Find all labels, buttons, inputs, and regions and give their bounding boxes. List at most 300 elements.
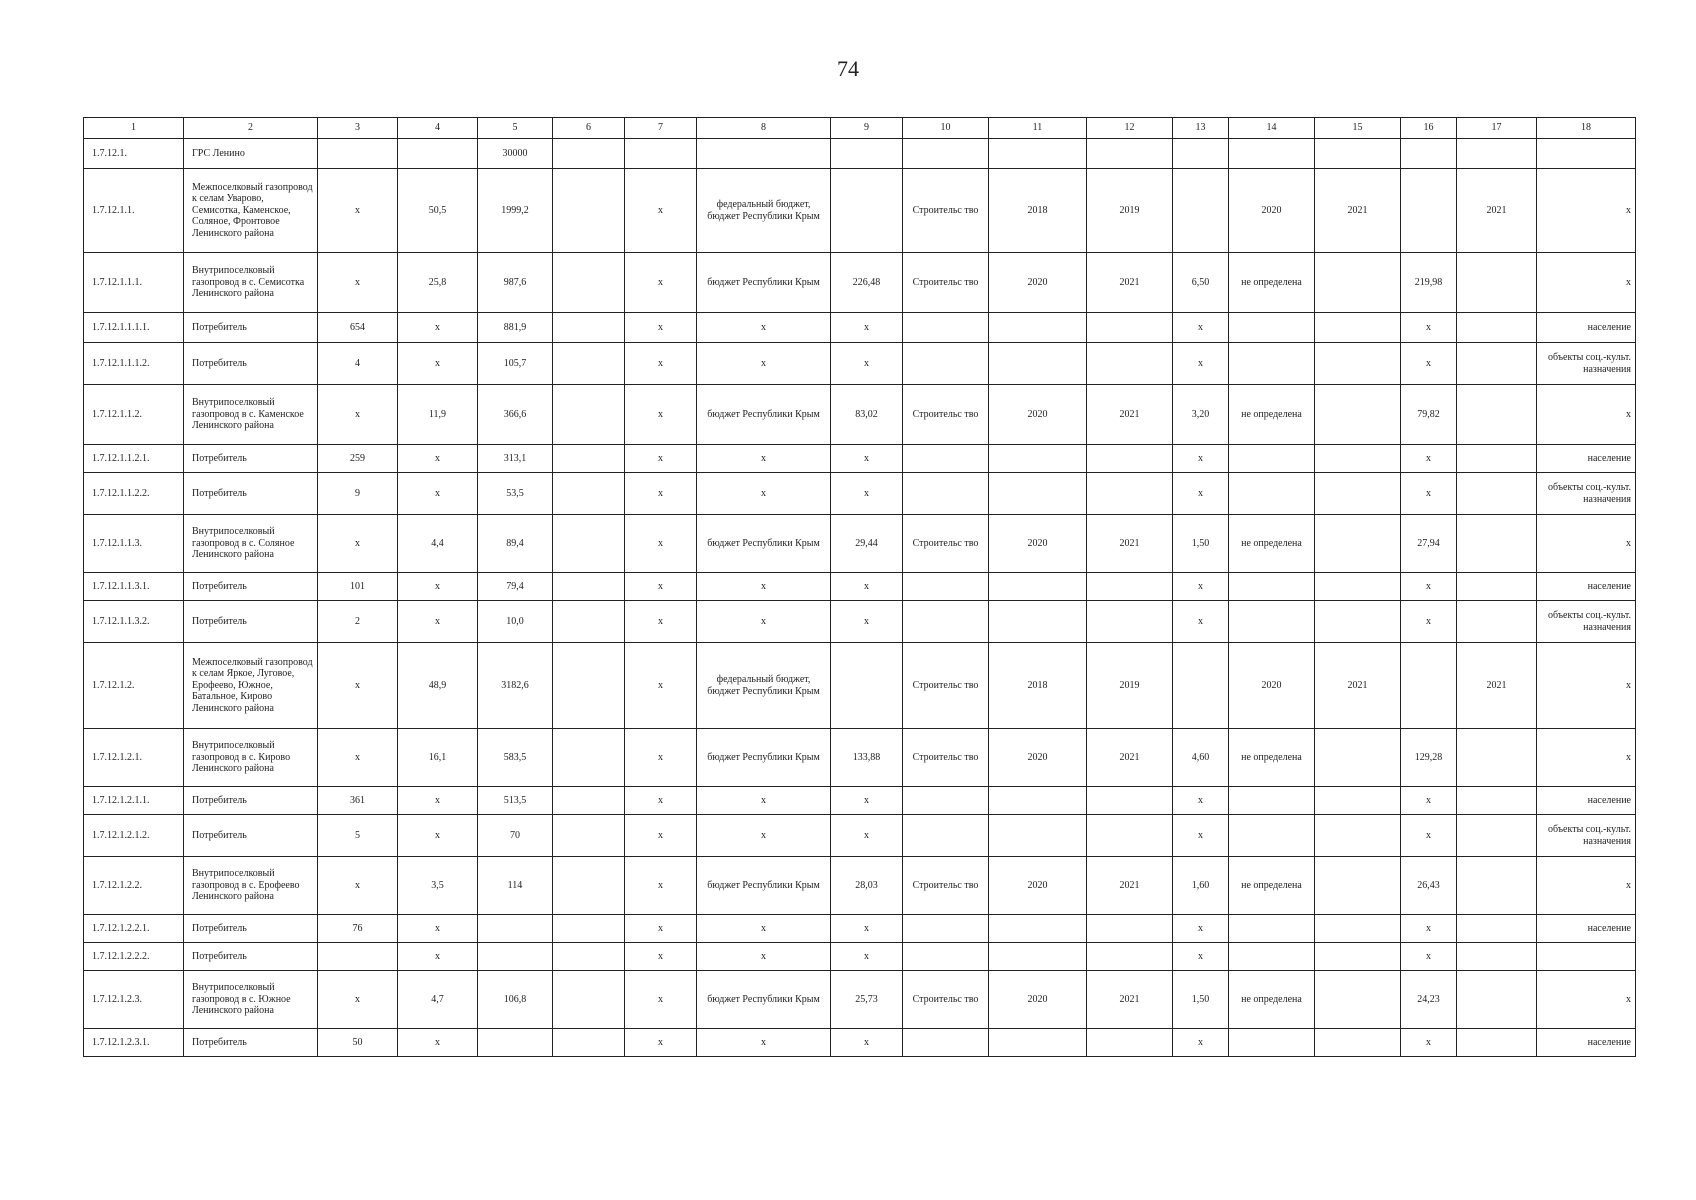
- table-cell: x: [1401, 915, 1457, 943]
- table-cell: 4: [318, 343, 398, 385]
- table-cell: [1315, 787, 1401, 815]
- table-cell: 50,5: [398, 169, 478, 253]
- table-cell: 2: [318, 601, 398, 643]
- table-cell: [1315, 385, 1401, 445]
- table-cell: [1229, 313, 1315, 343]
- table-row: [84, 313, 1636, 343]
- table-cell: [1457, 515, 1537, 573]
- table-cell: x: [831, 815, 903, 857]
- table-cell: 16,1: [398, 729, 478, 787]
- table-cell: x: [1173, 573, 1229, 601]
- table-cell: x: [1401, 601, 1457, 643]
- table-cell: 2019: [1087, 169, 1173, 253]
- table-cell: бюджет Республики Крым: [697, 729, 831, 787]
- table-cell: [1457, 857, 1537, 915]
- table-cell: [1315, 857, 1401, 915]
- table-cell: x: [318, 857, 398, 915]
- table-cell: 1999,2: [478, 169, 553, 253]
- table-cell: 50: [318, 1029, 398, 1057]
- table-row: [84, 815, 1636, 857]
- table-cell: 1.7.12.1.1.2.1.: [84, 445, 184, 473]
- table-cell: [1457, 601, 1537, 643]
- table-row: [84, 515, 1636, 573]
- table-cell: 114: [478, 857, 553, 915]
- table-cell: [1401, 139, 1457, 169]
- table-cell: [1229, 343, 1315, 385]
- table-cell: [1457, 729, 1537, 787]
- table-cell: [553, 943, 625, 971]
- table-cell: 583,5: [478, 729, 553, 787]
- table-row: [84, 169, 1636, 253]
- table-cell: x: [398, 473, 478, 515]
- table-cell: 1.7.12.1.1.2.: [84, 385, 184, 445]
- table-cell: [1229, 445, 1315, 473]
- table-cell: x: [625, 385, 697, 445]
- table-cell: [1457, 445, 1537, 473]
- table-cell: [553, 573, 625, 601]
- table-cell: [831, 169, 903, 253]
- table-cell: [903, 943, 989, 971]
- table-cell: x: [697, 313, 831, 343]
- table-cell: x: [1173, 943, 1229, 971]
- header-cell: 10: [903, 118, 989, 139]
- table-cell: x: [398, 915, 478, 943]
- table-cell: [1315, 943, 1401, 971]
- table-cell: 70: [478, 815, 553, 857]
- table-cell: 1.7.12.1.1.1.2.: [84, 343, 184, 385]
- table-cell: [903, 601, 989, 643]
- table-cell: [1315, 815, 1401, 857]
- table-cell: [1457, 1029, 1537, 1057]
- table-cell: [903, 473, 989, 515]
- table-row: [84, 139, 1636, 169]
- table-cell: не определена: [1229, 253, 1315, 313]
- table-cell: 129,28: [1401, 729, 1457, 787]
- table-cell: [989, 473, 1087, 515]
- table-cell: 30000: [478, 139, 553, 169]
- header-cell: 7: [625, 118, 697, 139]
- table-cell: федеральный бюджет, бюджет Республики Крым: [697, 643, 831, 729]
- table-cell: 27,94: [1401, 515, 1457, 573]
- table-cell: 366,6: [478, 385, 553, 445]
- table-cell: [1229, 815, 1315, 857]
- table-cell: [989, 601, 1087, 643]
- table-cell: Строительс тво: [903, 971, 989, 1029]
- table-cell: [1315, 473, 1401, 515]
- table-cell: x: [1401, 445, 1457, 473]
- table-cell: 105,7: [478, 343, 553, 385]
- table-cell: Внутрипоселковый газопровод в с. Южное Ленинского района: [184, 971, 318, 1029]
- table-cell: Строительс тво: [903, 385, 989, 445]
- table-cell: 2021: [1315, 643, 1401, 729]
- table-cell: [831, 139, 903, 169]
- table-cell: x: [1401, 943, 1457, 971]
- table-cell: Потребитель: [184, 601, 318, 643]
- table-cell: [903, 313, 989, 343]
- table-cell: x: [398, 445, 478, 473]
- table-cell: x: [697, 943, 831, 971]
- table-cell: [553, 445, 625, 473]
- data-table: [83, 117, 1636, 1057]
- table-cell: x: [1401, 313, 1457, 343]
- table-cell: x: [625, 313, 697, 343]
- table-cell: x: [625, 169, 697, 253]
- table-cell: объекты соц.-культ. назначения: [1537, 473, 1636, 515]
- table-cell: [553, 473, 625, 515]
- table-cell: [478, 1029, 553, 1057]
- table-cell: 25,73: [831, 971, 903, 1029]
- table-cell: объекты соц.-культ. назначения: [1537, 343, 1636, 385]
- table-cell: x: [1173, 473, 1229, 515]
- table-cell: 26,43: [1401, 857, 1457, 915]
- table-cell: x: [1537, 643, 1636, 729]
- table-cell: x: [625, 573, 697, 601]
- table-cell: [1315, 139, 1401, 169]
- table-cell: [1315, 573, 1401, 601]
- table-cell: Потребитель: [184, 815, 318, 857]
- table-cell: [553, 169, 625, 253]
- table-cell: [1229, 787, 1315, 815]
- table-cell: [1315, 601, 1401, 643]
- table-cell: Потребитель: [184, 313, 318, 343]
- table-cell: 2019: [1087, 643, 1173, 729]
- table-cell: 11,9: [398, 385, 478, 445]
- table-cell: 2020: [1229, 643, 1315, 729]
- table-cell: x: [1537, 169, 1636, 253]
- table-cell: 2018: [989, 643, 1087, 729]
- table-cell: [553, 857, 625, 915]
- table-cell: 1.7.12.1.: [84, 139, 184, 169]
- table-row: [84, 385, 1636, 445]
- table-cell: федеральный бюджет, бюджет Республики Крым: [697, 169, 831, 253]
- table-cell: x: [1401, 473, 1457, 515]
- table-cell: Строительс тво: [903, 729, 989, 787]
- table-cell: [1173, 643, 1229, 729]
- table-cell: 79,4: [478, 573, 553, 601]
- table-cell: Потребитель: [184, 1029, 318, 1057]
- table-cell: 133,88: [831, 729, 903, 787]
- table-cell: x: [1173, 343, 1229, 385]
- table-cell: 1.7.12.1.2.1.1.: [84, 787, 184, 815]
- table-cell: 1.7.12.1.2.2.: [84, 857, 184, 915]
- table-cell: [553, 515, 625, 573]
- header-cell: 13: [1173, 118, 1229, 139]
- table-cell: x: [1401, 573, 1457, 601]
- header-cell: 17: [1457, 118, 1537, 139]
- table-cell: [989, 445, 1087, 473]
- table-cell: 2020: [989, 253, 1087, 313]
- table-cell: 1,50: [1173, 971, 1229, 1029]
- table-cell: 79,82: [1401, 385, 1457, 445]
- table-cell: 2021: [1457, 643, 1537, 729]
- table-cell: 106,8: [478, 971, 553, 1029]
- table-cell: не определена: [1229, 857, 1315, 915]
- table-cell: 2021: [1087, 385, 1173, 445]
- table-cell: [903, 573, 989, 601]
- table-cell: 2021: [1087, 729, 1173, 787]
- table-cell: 4,60: [1173, 729, 1229, 787]
- table-cell: 48,9: [398, 643, 478, 729]
- table-cell: [1457, 915, 1537, 943]
- table-cell: 2020: [989, 385, 1087, 445]
- table-cell: [1229, 139, 1315, 169]
- table-cell: [989, 313, 1087, 343]
- table-cell: [625, 139, 697, 169]
- header-cell: 18: [1537, 118, 1636, 139]
- table-cell: x: [1537, 253, 1636, 313]
- table-cell: x: [318, 515, 398, 573]
- table-row: [84, 1029, 1636, 1057]
- table-cell: x: [831, 915, 903, 943]
- table-cell: Внутрипоселковый газопровод в с. Ерофеево Ленинского района: [184, 857, 318, 915]
- table-cell: 2020: [989, 729, 1087, 787]
- table-cell: 6,50: [1173, 253, 1229, 313]
- table-cell: [1173, 139, 1229, 169]
- table-cell: население: [1537, 313, 1636, 343]
- table-cell: [1315, 1029, 1401, 1057]
- table-cell: 83,02: [831, 385, 903, 445]
- table-cell: x: [697, 601, 831, 643]
- table-cell: x: [625, 473, 697, 515]
- table-cell: [903, 139, 989, 169]
- table-cell: x: [1537, 385, 1636, 445]
- header-cell: 12: [1087, 118, 1173, 139]
- table-cell: Внутрипоселковый газопровод в с. Каменское Ленинского района: [184, 385, 318, 445]
- table-cell: [318, 139, 398, 169]
- table-cell: Потребитель: [184, 445, 318, 473]
- table-cell: [553, 787, 625, 815]
- table-cell: x: [831, 343, 903, 385]
- table-row: [84, 915, 1636, 943]
- table-cell: [1087, 787, 1173, 815]
- table-cell: 1.7.12.1.1.: [84, 169, 184, 253]
- table-cell: 881,9: [478, 313, 553, 343]
- table-cell: Строительс тво: [903, 857, 989, 915]
- table-cell: [989, 573, 1087, 601]
- table-cell: [1457, 971, 1537, 1029]
- table-cell: 1,50: [1173, 515, 1229, 573]
- table-cell: [831, 643, 903, 729]
- table-row: [84, 943, 1636, 971]
- table-row: [84, 343, 1636, 385]
- table-cell: x: [318, 385, 398, 445]
- table-cell: [478, 915, 553, 943]
- table-cell: 1,60: [1173, 857, 1229, 915]
- table-cell: ГРС Ленино: [184, 139, 318, 169]
- table-cell: [1087, 445, 1173, 473]
- table-cell: x: [1173, 815, 1229, 857]
- table-cell: [1229, 573, 1315, 601]
- table-cell: 226,48: [831, 253, 903, 313]
- table-cell: [1401, 643, 1457, 729]
- header-row: [84, 118, 1636, 139]
- table-cell: x: [625, 787, 697, 815]
- table-row: [84, 473, 1636, 515]
- table-cell: 2021: [1457, 169, 1537, 253]
- table-cell: Строительс тво: [903, 169, 989, 253]
- table-cell: [553, 385, 625, 445]
- header-cell: 4: [398, 118, 478, 139]
- table-cell: [318, 943, 398, 971]
- table-cell: 2021: [1087, 515, 1173, 573]
- table-cell: бюджет Республики Крым: [697, 971, 831, 1029]
- table-cell: 1.7.12.1.1.1.: [84, 253, 184, 313]
- table-row: [84, 857, 1636, 915]
- table-cell: [903, 445, 989, 473]
- table-cell: население: [1537, 1029, 1636, 1057]
- table-cell: население: [1537, 573, 1636, 601]
- table-cell: x: [625, 343, 697, 385]
- table-cell: x: [398, 343, 478, 385]
- header-cell: 16: [1401, 118, 1457, 139]
- table-cell: [989, 139, 1087, 169]
- table-cell: [553, 1029, 625, 1057]
- table-cell: Внутрипоселковый газопровод в с. Соляное Ленинского района: [184, 515, 318, 573]
- table-cell: x: [625, 815, 697, 857]
- table-cell: x: [697, 815, 831, 857]
- table-cell: 1.7.12.1.1.3.2.: [84, 601, 184, 643]
- table-cell: x: [625, 857, 697, 915]
- table-cell: 24,23: [1401, 971, 1457, 1029]
- table-cell: x: [318, 169, 398, 253]
- table-cell: 1.7.12.1.2.1.: [84, 729, 184, 787]
- table-cell: [1315, 971, 1401, 1029]
- table-cell: Внутрипоселковый газопровод в с. Кирово Ленинского района: [184, 729, 318, 787]
- table-cell: 1.7.12.1.2.1.2.: [84, 815, 184, 857]
- table-cell: x: [697, 915, 831, 943]
- table-cell: [478, 943, 553, 971]
- table-cell: 1.7.12.1.1.2.2.: [84, 473, 184, 515]
- table-cell: x: [1537, 857, 1636, 915]
- table-cell: Потребитель: [184, 915, 318, 943]
- table-cell: [553, 139, 625, 169]
- table-cell: 53,5: [478, 473, 553, 515]
- table-cell: [903, 1029, 989, 1057]
- table-cell: Межпоселковый газопровод к селам Яркое, Луговое, Ерофеево, Южное, Батальное, Кирово Ленинского района: [184, 643, 318, 729]
- table-cell: x: [318, 971, 398, 1029]
- table-cell: x: [398, 943, 478, 971]
- table-cell: 654: [318, 313, 398, 343]
- table-cell: 219,98: [1401, 253, 1457, 313]
- table-cell: не определена: [1229, 729, 1315, 787]
- table-cell: 9: [318, 473, 398, 515]
- table-cell: x: [1173, 1029, 1229, 1057]
- header-cell: 3: [318, 118, 398, 139]
- header-cell: 8: [697, 118, 831, 139]
- table-cell: 1.7.12.1.2.2.1.: [84, 915, 184, 943]
- table-cell: x: [831, 313, 903, 343]
- table-cell: [1229, 1029, 1315, 1057]
- table-row: [84, 643, 1636, 729]
- table-cell: 313,1: [478, 445, 553, 473]
- table-row: [84, 971, 1636, 1029]
- table-cell: x: [1401, 815, 1457, 857]
- table-cell: 1.7.12.1.2.3.1.: [84, 1029, 184, 1057]
- table-cell: x: [697, 445, 831, 473]
- table-cell: 2020: [989, 971, 1087, 1029]
- table-cell: 4,7: [398, 971, 478, 1029]
- table-cell: x: [1173, 915, 1229, 943]
- header-cell: 9: [831, 118, 903, 139]
- table-cell: x: [697, 473, 831, 515]
- table-cell: [1401, 169, 1457, 253]
- table-cell: [1457, 815, 1537, 857]
- table-cell: не определена: [1229, 971, 1315, 1029]
- table-cell: 1.7.12.1.2.3.: [84, 971, 184, 1029]
- table-cell: x: [831, 943, 903, 971]
- table-cell: x: [1401, 1029, 1457, 1057]
- table-cell: x: [625, 1029, 697, 1057]
- table-cell: x: [318, 643, 398, 729]
- table-cell: [1229, 473, 1315, 515]
- table-cell: бюджет Республики Крым: [697, 857, 831, 915]
- table-cell: 259: [318, 445, 398, 473]
- table-cell: [989, 343, 1087, 385]
- table-cell: x: [398, 313, 478, 343]
- table-cell: [553, 815, 625, 857]
- table-cell: Потребитель: [184, 473, 318, 515]
- table-cell: [989, 1029, 1087, 1057]
- table-cell: 3,20: [1173, 385, 1229, 445]
- table-cell: [1087, 313, 1173, 343]
- table-cell: x: [1173, 313, 1229, 343]
- table-cell: [1457, 385, 1537, 445]
- table-cell: x: [318, 253, 398, 313]
- table-cell: x: [1401, 343, 1457, 385]
- table-cell: 2020: [989, 515, 1087, 573]
- table-cell: x: [697, 787, 831, 815]
- table-cell: x: [625, 729, 697, 787]
- table-cell: [1457, 787, 1537, 815]
- table-cell: [1087, 815, 1173, 857]
- table-cell: 4,4: [398, 515, 478, 573]
- table-cell: [1173, 169, 1229, 253]
- table-cell: 3,5: [398, 857, 478, 915]
- table-cell: [1457, 573, 1537, 601]
- table-cell: 1.7.12.1.1.1.1.: [84, 313, 184, 343]
- table-cell: [1315, 515, 1401, 573]
- table-cell: [553, 343, 625, 385]
- table-cell: население: [1537, 445, 1636, 473]
- table-cell: [903, 787, 989, 815]
- table-cell: 1.7.12.1.1.3.: [84, 515, 184, 573]
- table-cell: 2021: [1087, 857, 1173, 915]
- table-cell: [1087, 601, 1173, 643]
- table-cell: 101: [318, 573, 398, 601]
- table-cell: [1087, 473, 1173, 515]
- table-cell: [1537, 943, 1636, 971]
- table-cell: [553, 601, 625, 643]
- table-cell: 89,4: [478, 515, 553, 573]
- table-cell: 10,0: [478, 601, 553, 643]
- table-cell: объекты соц.-культ. назначения: [1537, 601, 1636, 643]
- table-cell: [989, 943, 1087, 971]
- table-cell: x: [697, 343, 831, 385]
- table-cell: x: [697, 573, 831, 601]
- table-cell: [1315, 253, 1401, 313]
- table-cell: [1315, 729, 1401, 787]
- table-cell: 25,8: [398, 253, 478, 313]
- table-cell: x: [625, 971, 697, 1029]
- table-cell: [1087, 139, 1173, 169]
- table-cell: x: [831, 445, 903, 473]
- table-cell: 5: [318, 815, 398, 857]
- table-cell: бюджет Республики Крым: [697, 253, 831, 313]
- table-cell: 1.7.12.1.2.: [84, 643, 184, 729]
- table-cell: x: [831, 787, 903, 815]
- table-cell: x: [697, 1029, 831, 1057]
- table-cell: 2020: [1229, 169, 1315, 253]
